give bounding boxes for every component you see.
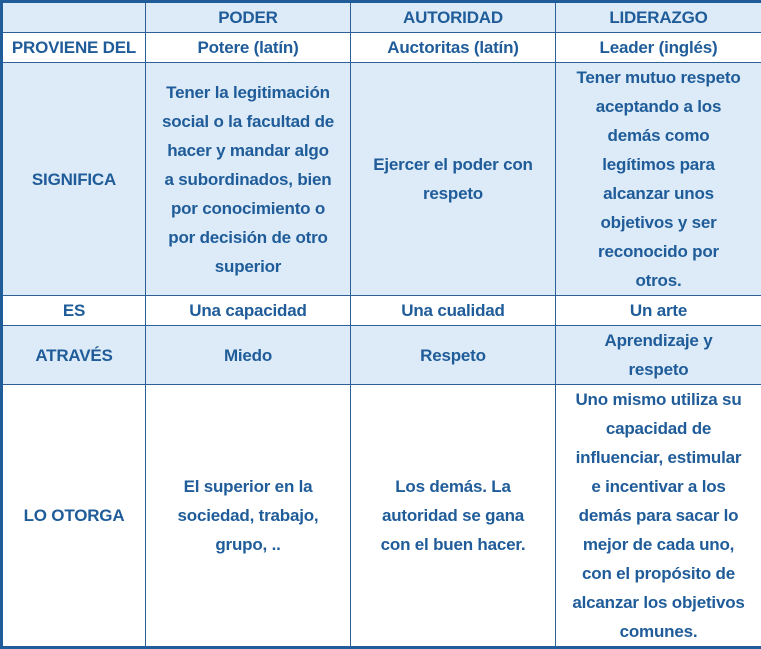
cell-autoridad-es [351, 296, 556, 326]
row-label-significa: SIGNIFICA [2, 63, 146, 296]
cell-line: superior [150, 252, 346, 281]
cell-poder-proviene [146, 33, 351, 63]
cell-line: Un arte [560, 296, 757, 325]
cell-line: mejor de cada uno, [560, 530, 757, 559]
cell-line: autoridad se gana [355, 501, 551, 530]
cell-line: sociedad, trabajo, [150, 501, 346, 530]
cell-autoridad-significa [351, 63, 556, 296]
cell-line: demás como [560, 121, 757, 150]
cell-line: Miedo [150, 341, 346, 370]
cell-poder-lo-otorga [146, 385, 351, 648]
cell-line: con el buen hacer. [355, 530, 551, 559]
cell-line: comunes. [560, 617, 757, 646]
cell-line: influenciar, estimular [560, 443, 757, 472]
cell-line: Respeto [355, 341, 551, 370]
header-cell-poder: PODER [146, 2, 351, 33]
cell-line: Auctoritas (latín) [355, 33, 551, 62]
row-label-es: ES [2, 296, 146, 326]
table-row-atraves [2, 326, 761, 385]
row-label-proviene: PROVIENE DEL [2, 33, 146, 63]
cell-line: capacidad de [560, 414, 757, 443]
cell-line: social o la facultad de [150, 107, 346, 136]
cell-line: Ejercer el poder con [355, 150, 551, 179]
cell-line: Potere (latín) [150, 33, 346, 62]
cell-line: por conocimiento o [150, 194, 346, 223]
cell-line: Tener mutuo respeto [560, 63, 757, 92]
cell-line: reconocido por [560, 237, 757, 266]
cell-line: por decisión de otro [150, 223, 346, 252]
cell-line: otros. [560, 266, 757, 295]
header-cell-autoridad: AUTORIDAD [351, 2, 556, 33]
cell-line: respeto [560, 355, 757, 384]
cell-autoridad-proviene [351, 33, 556, 63]
cell-line: a subordinados, bien [150, 165, 346, 194]
cell-poder-atraves [146, 326, 351, 385]
row-label-lo-otorga: LO OTORGA [2, 385, 146, 648]
cell-line: alcanzar unos [560, 179, 757, 208]
cell-line: Aprendizaje y [560, 326, 757, 355]
cell-autoridad-atraves [351, 326, 556, 385]
cell-liderazgo-lo-otorga [556, 385, 761, 648]
table-row-proviene [2, 33, 761, 63]
cell-line: objetivos y ser [560, 208, 757, 237]
cell-liderazgo-atraves [556, 326, 761, 385]
cell-autoridad-lo-otorga [351, 385, 556, 648]
cell-line: respeto [355, 179, 551, 208]
cell-liderazgo-es [556, 296, 761, 326]
cell-line: Leader (inglés) [560, 33, 757, 62]
cell-line: hacer y mandar algo [150, 136, 346, 165]
cell-line: con el propósito de [560, 559, 757, 588]
cell-line: aceptando a los [560, 92, 757, 121]
header-row [2, 2, 761, 33]
table-row-es [2, 296, 761, 326]
header-cell-liderazgo: LIDERAZGO [556, 2, 761, 33]
cell-line: alcanzar los objetivos [560, 588, 757, 617]
cell-liderazgo-proviene [556, 33, 761, 63]
cell-line: legítimos para [560, 150, 757, 179]
table-row-significa [2, 63, 761, 296]
header-cell-empty [2, 2, 146, 33]
cell-line: Los demás. La [355, 472, 551, 501]
cell-line: El superior en la [150, 472, 346, 501]
cell-line: Uno mismo utiliza su [560, 385, 757, 414]
cell-liderazgo-significa [556, 63, 761, 296]
cell-line: grupo, .. [150, 530, 346, 559]
cell-line: Una capacidad [150, 296, 346, 325]
row-label-atraves: ATRAVÉS [2, 326, 146, 385]
cell-line: e incentivar a los [560, 472, 757, 501]
cell-poder-significa [146, 63, 351, 296]
cell-line: Una cualidad [355, 296, 551, 325]
cell-line: Tener la legitimación [150, 78, 346, 107]
table-row-lo-otorga [2, 385, 761, 648]
cell-poder-es [146, 296, 351, 326]
cell-line: demás para sacar lo [560, 501, 757, 530]
